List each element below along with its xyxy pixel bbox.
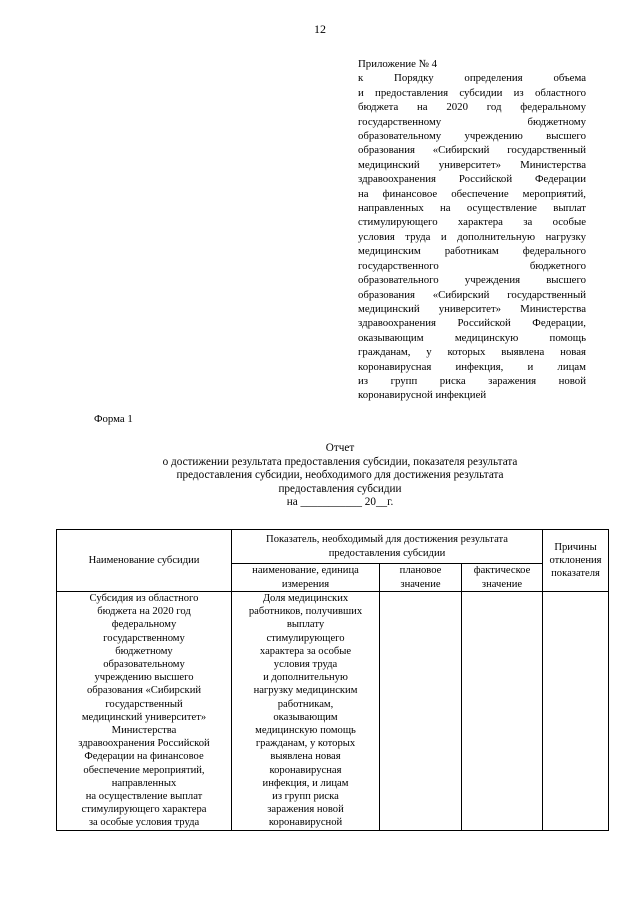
actual-value-cell [462, 592, 543, 831]
subsidy-name-cell [57, 592, 232, 831]
cell-line: образовательному [103, 659, 185, 671]
cell-line: условия труда [273, 659, 338, 671]
cell-line: направленных [111, 777, 177, 789]
cell-line: выявлена новая [270, 751, 341, 763]
appendix-line: медицинский университет» Министерства [358, 158, 586, 171]
appendix-line: из групп риска заражения новой [358, 374, 586, 387]
cell-line: за особые условия труда [88, 817, 200, 829]
cell-line: государственный [105, 698, 183, 710]
appendix-line: оказывающим медицинскую помощь [358, 331, 586, 344]
deviation-reasons-cell [543, 592, 609, 831]
cell-line: работников, получивших [248, 606, 363, 618]
planned-value-cell [380, 592, 462, 831]
header-subsidy-name: Наименование субсидии [57, 530, 232, 592]
appendix-line: бюджета на 2020 год федеральному [358, 101, 586, 114]
appendix-line: коронавирусная инфекция, и лицам [358, 360, 586, 373]
header-indicator-name: наименование, единица измерения [232, 564, 380, 592]
cell-line: из групп риска [272, 791, 339, 803]
appendix-line: образовательному учреждению высшего [358, 130, 586, 143]
cell-line: государственному [103, 632, 185, 644]
appendix-line: Приложение № 4 [358, 58, 438, 70]
cell-line: медицинскую помощь [255, 725, 356, 737]
cell-line: Министерства [111, 725, 177, 737]
cell-line: образования «Сибирский [86, 685, 202, 697]
form-label: Форма 1 [94, 413, 133, 425]
cell-line: Субсидия из областного [89, 593, 199, 604]
cell-line: стимулирующего [266, 632, 345, 644]
appendix-line: здравоохранения Российской Федерации, [358, 317, 586, 330]
cell-line: Федерации на финансовое [84, 751, 204, 763]
header-indicator-group: Показатель, необходимый для достижения результата предоставления субсидии [232, 530, 543, 564]
appendix-line: медицинским работникам федерального [358, 245, 586, 258]
cell-line: стимулирующего характера [81, 804, 207, 816]
cell-line: обеспечение мероприятий, [83, 764, 205, 776]
appendix-line: государственному бюджетному [358, 115, 586, 128]
cell-line: характера за особые [259, 645, 352, 657]
indicator-name-cell [232, 592, 380, 831]
cell-line: медицинский университет» [81, 711, 207, 723]
report-subtitle-line: предоставления субсидии, необходимого для достижения результата [176, 469, 504, 482]
appendix-line: стимулирующего характера за особые [358, 216, 586, 229]
cell-line: федеральному [111, 619, 177, 631]
appendix-line: государственного бюджетного [358, 259, 586, 272]
appendix-line: коронавирусной инфекцией [358, 389, 487, 402]
appendix-line: образования «Сибирский государственный [358, 144, 586, 157]
appendix-line: на финансовое обеспечение мероприятий, [358, 187, 586, 200]
cell-line: бюджета на 2020 год [97, 606, 191, 618]
cell-line: на осуществление выплат [85, 791, 203, 803]
header-actual-value: фактическое значение [462, 564, 543, 592]
page-number: 12 [314, 22, 326, 36]
cell-line: нагрузку медицинским [253, 685, 358, 697]
cell-line: инфекция, и лицам [262, 777, 349, 789]
appendix-line: к Порядку определения объема [358, 72, 586, 85]
report-title: Отчет [325, 442, 355, 454]
report-subtitle-line: предоставления субсидии [278, 482, 402, 495]
appendix-line: образования «Сибирский государственный [358, 288, 586, 301]
cell-line: оказывающим [273, 711, 338, 723]
report-table [56, 529, 609, 831]
cell-line: и дополнительную [263, 672, 348, 684]
cell-line: гражданам, у которых [255, 738, 356, 750]
cell-line: выплату [286, 619, 325, 631]
appendix-line: гражданам, у которых выявлена новая [358, 346, 586, 359]
cell-line: коронавирусной [268, 817, 343, 829]
cell-line: коронавирусная [269, 764, 342, 776]
cell-line: Доля медицинских [262, 593, 349, 604]
header-planned-value: плановое значение [380, 564, 462, 592]
appendix-line: образовательного учреждения высшего [358, 274, 586, 287]
header-deviation-reasons: Причины отклонения показателя [543, 530, 609, 592]
cell-line: бюджетному [115, 645, 173, 657]
table-row [57, 592, 609, 831]
cell-line: работникам, [277, 698, 334, 710]
appendix-line: направленных на осуществление выплат [358, 202, 586, 215]
cell-line: учреждению высшего [94, 672, 194, 684]
cell-line: здравоохранения Российской [78, 738, 210, 750]
appendix-line: медицинский университет» Министерства [358, 302, 586, 315]
appendix-line: и предоставления субсидии из областного [358, 86, 586, 99]
cell-line: заражения новой [267, 804, 344, 816]
report-heading [100, 442, 580, 510]
appendix-block [358, 57, 586, 403]
appendix-line: условия труда и дополнительную нагрузку [358, 230, 586, 243]
appendix-line: здравоохранения Российской Федерации [358, 173, 586, 186]
report-subtitle-line: о достижении результата предоставления субсидии, показателя результата [162, 455, 518, 468]
report-period-line: на ___________ 20__г. [286, 496, 394, 509]
